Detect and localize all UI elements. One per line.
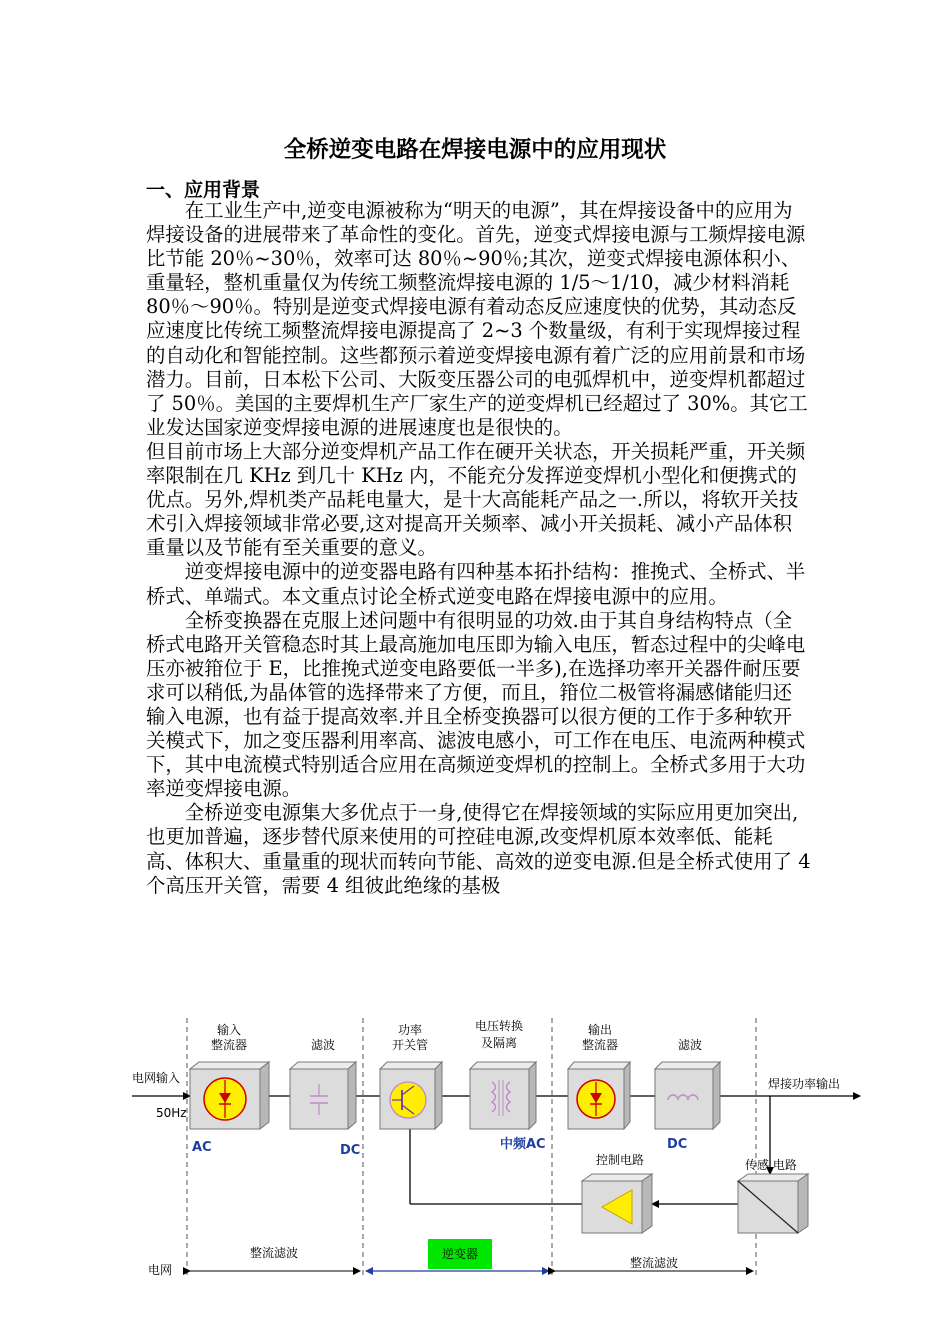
bottom-rectfilter-label-2: 整流滤波 [629,1256,679,1270]
power-switch-label-2: 开关管 [391,1038,429,1052]
input-rectifier-block [190,1062,269,1129]
bottom-grid-label: 电网 [148,1263,173,1277]
power-switch-block [380,1062,442,1129]
output-rectifier-block [568,1062,630,1129]
transformer-label-1: 电压转换 [474,1019,524,1033]
grid-input-label: 电网输入 [132,1071,181,1085]
transformer-label-2: 及隔离 [480,1036,518,1050]
frequency-label: 50Hz [156,1106,187,1120]
filter-label-1: 滤波 [310,1038,336,1052]
filter-block-2 [655,1062,720,1129]
bottom-rectfilter-label-1: 整流滤波 [249,1246,299,1260]
body-text [146,199,811,1011]
page-title: 全桥逆变电路在焊接电源中的应用现状 [283,137,667,163]
paragraph-4: 全桥变换器在克服上述问题中有很明显的功效.由于其自身结构特点（全桥式电路开关管稳态时其上最高施加电压即为输入电压，暂态过程中的尖峰电压亦被箝位于 E，比推挽式逆变电路要低一半多),在选择功率开关器件耐压要求可以稍低,为晶体管的选择带来了方便，而且，箝位二极管将漏感储能归还输入电源，也有益于提高效率.并且全桥变换器可以很方便的工作于多种软开关模式下，加之变压器利用率高、滤波电感小，可工作在电压、电流两种模式下，其中电流模式特别适合应用在高频逆变焊机的控制上。全桥式多用于大功率逆变焊接电源。 [146,608,806,801]
ac-label: AC [192,1140,212,1155]
sensing-circuit-block [738,1174,808,1233]
filter-block-1 [290,1062,356,1129]
output-rectifier-label-2: 整流器 [581,1038,619,1052]
filter-label-2: 滤波 [677,1038,703,1052]
output-rectifier-label-1: 输出 [587,1023,613,1037]
input-rectifier-label-1: 输入 [216,1023,242,1037]
control-circuit-block [582,1174,652,1233]
input-rectifier-label-2: 整流器 [210,1038,248,1052]
paragraph-3: 逆变焊接电源中的逆变器电路有四种基本拓扑结构：推挽式、全桥式、半桥式、单端式。本文重点讨论全桥式逆变电路在焊接电源中的应用。 [146,560,806,608]
dc-label-1: DC [340,1143,361,1158]
bottom-inverter-label: 逆变器 [441,1247,479,1261]
welding-power-block-diagram [130,1014,865,1292]
dc-label-2: DC [667,1137,688,1152]
paragraph-2: 但目前市场上大部分逆变焊机产品工作在硬开关状态，开关损耗严重，开关频率限制在几 KHz 到几十 KHz 内，不能充分发挥逆变焊机小型化和便携式的优点。另外,焊机类产品耗电量大，是十大高能耗产品之一.所以，将软开关技术引入焊接领域非常必要,这对提高开关频率、减小开关损耗、减小产品体积重量以及节能有至关重要的意义。 [146,439,806,560]
paragraph-5: 全桥逆变电源集大多优点于一身,使得它在焊接领域的实际应用更加突出,也更加普遍，逐步替代原来使用的可控硅电源,改变焊机原本效率低、能耗高、体积大、重量重的现状而转向节能、高效的逆变电源.但是全桥式使用了 4 个高压开关管，需要 4 组彼此绝缘的基极 [146,801,811,897]
transformer-block [470,1062,536,1129]
paragraph-1: 在工业生产中,逆变电源被称为“明天的电源”，其在焊接设备中的应用为焊接设备的进展带来了革命性的变化。首先，逆变式焊接电源与工频焊接电源比节能 20％~30％，效率可达 80％~90％;其次，逆变式焊接电源体积小、重量轻，整机重量仅为传统工频整流焊接电源的 1/5～1/10，减少材料消耗 80％～90％。特别是逆变式焊接电源有着动态反应速度快的优势，其动态反应速度比传统工频整流焊接电源提高了 2~3 个数量级，有利于实现焊接过程的自动化和智能控制。这些都预示着逆变焊接电源有着广泛的应用前景和市场潜力。目前，日本松下公司、大阪变压器公司的电弧焊机中，逆变焊机都超过了 50％。美国的主要焊机生产厂家生产的逆变焊机已经超过了 30%。其它工业发达国家逆变焊接电源的进展速度也是很快的。 [146,199,808,439]
sensing-circuit-label: 传感 电路 [745,1158,797,1172]
power-switch-label-1: 功率 [397,1023,423,1037]
control-circuit-label: 控制电路 [596,1153,645,1167]
section-heading: 一、应用背景 [146,179,261,201]
mid-frequency-ac-label: 中频AC [500,1137,546,1152]
welding-output-label: 焊接功率输出 [768,1077,841,1091]
